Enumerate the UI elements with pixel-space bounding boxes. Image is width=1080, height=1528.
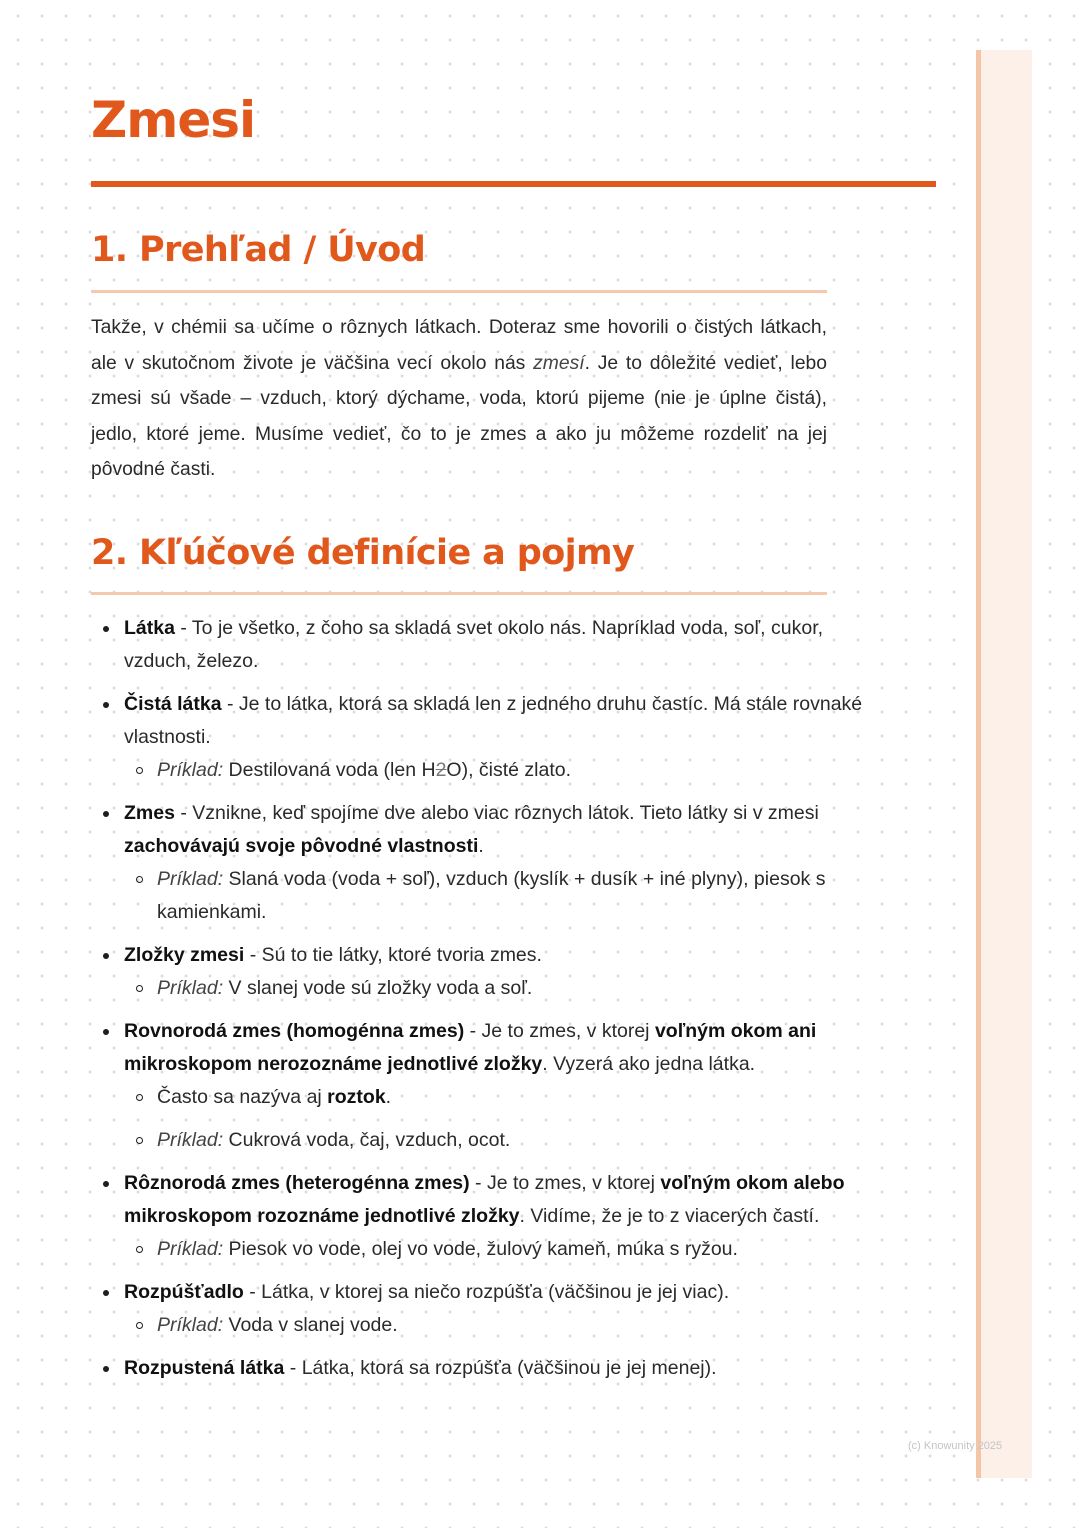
def-rozpustena-text: - Látka, ktorá sa rozpúšťa (väčšinou je jej menej). <box>284 1357 717 1379</box>
section-2-heading: 2. Kľúčové definície a pojmy <box>91 533 635 573</box>
roznoroda-example <box>157 1233 864 1266</box>
cista-example-subscript: 2 <box>435 759 447 781</box>
rovnoroda-note-a: Často sa nazýva aj <box>157 1086 328 1108</box>
rozpustadlo-example <box>157 1309 864 1342</box>
def-roznoroda-end: . Vidíme, že je to z viacerých častí. <box>519 1205 820 1227</box>
def-cista-latka <box>124 688 864 787</box>
margin-strip <box>976 50 1032 1478</box>
def-rovnoroda-bold: voľným okom ani mikroskopom nerozoznáme jednotlivé zložky <box>124 1020 817 1075</box>
zlozky-example-text: V slanej vode sú zložky voda a soľ. <box>223 977 533 999</box>
example-label: Príklad: <box>157 1238 224 1260</box>
term-rovnoroda-zmes: Rovnorodá zmes (homogénna zmes) <box>124 1020 465 1042</box>
def-rozpustena-latka <box>124 1352 864 1385</box>
def-roznoroda-text: - Je to zmes, v ktorej <box>469 1172 661 1194</box>
rozpustadlo-example-text: Voda v slanej vode. <box>223 1314 398 1336</box>
term-cista-latka: Čistá látka <box>124 693 222 715</box>
intro-text-a: Takže, v chémii sa učíme o rôznych látkach. Doteraz sme hovorili o čistých látkach, ale v skutočnom živote je väčšina vecí okolo nás <box>91 317 827 374</box>
def-latka <box>124 612 864 678</box>
cista-sublist <box>124 754 864 787</box>
intro-paragraph <box>91 310 827 488</box>
def-cista-text: - Je to látka, ktorá sa skladá len z jedného druhu častíc. Má stále rovnaké vlastnosti. <box>124 693 863 748</box>
def-zlozky-text: - Sú to tie látky, ktoré tvoria zmes. <box>244 944 542 966</box>
rozpustadlo-sublist <box>124 1309 864 1342</box>
example-label: Príklad: <box>157 1314 224 1336</box>
def-rozpustadlo <box>124 1276 864 1342</box>
rovnoroda-example-text: Cukrová voda, čaj, vzduch, ocot. <box>223 1129 511 1151</box>
rovnoroda-note <box>157 1081 864 1114</box>
section-1-heading: 1. Prehľad / Úvod <box>91 230 426 270</box>
def-rovnoroda-end: . Vyzerá ako jedna látka. <box>542 1053 756 1075</box>
example-label: Príklad: <box>157 868 224 890</box>
rovnoroda-note-bold: roztok <box>327 1086 386 1108</box>
rovnoroda-sublist <box>124 1081 864 1157</box>
zlozky-sublist <box>124 972 864 1005</box>
cista-example-b: O), čisté zlato. <box>446 759 572 781</box>
example-label: Príklad: <box>157 1129 224 1151</box>
section-1-underline <box>91 290 827 293</box>
def-zmes-text: - Vznikne, keď spojíme dve alebo viac rôznych látok. Tieto látky si v zmesi <box>174 802 819 824</box>
intro-emphasis: zmesí <box>533 352 585 374</box>
example-label: Príklad: <box>157 977 224 999</box>
term-latka: Látka <box>124 617 175 639</box>
roznoroda-example-text: Piesok vo vode, olej vo vode, žulový kameň, múka s ryžou. <box>223 1238 738 1260</box>
page-title: Zmesi <box>91 91 256 149</box>
intro-text-b: . Je to dôležité vedieť, lebo zmesi sú všade – vzduch, ktorý dýchame, voda, ktorú pijeme (nie je úplne čistá), jedlo, ktoré jeme. Musíme vedieť, čo to je zmes a ako ju môžeme rozdeliť na jej pôvodné časti. <box>91 352 827 480</box>
def-roznoroda-zmes <box>124 1167 864 1266</box>
section-2-underline <box>91 592 827 595</box>
term-roznoroda-zmes: Rôznorodá zmes (heterogénna zmes) <box>124 1172 470 1194</box>
cista-example-a: Destilovaná voda (len H <box>223 759 436 781</box>
def-zmes-bold: zachovávajú svoje pôvodné vlastnosti <box>124 835 479 857</box>
def-roznoroda-bold: voľným okom alebo mikroskopom rozoznáme jednotlivé zložky <box>124 1172 845 1227</box>
example-label: Príklad: <box>157 759 224 781</box>
term-zlozky-zmesi: Zložky zmesi <box>124 944 245 966</box>
rovnoroda-note-end: . <box>385 1086 392 1108</box>
zmes-example-text: Slaná voda (voda + soľ), vzduch (kyslík + dusík + iné plyny), piesok s kamienkami. <box>157 868 826 923</box>
def-rovnoroda-text: - Je to zmes, v ktorej <box>464 1020 655 1042</box>
def-zmes <box>124 797 864 929</box>
def-zlozky-zmesi <box>124 939 864 1005</box>
zmes-example <box>157 863 864 929</box>
def-zmes-end: . <box>478 835 484 857</box>
title-underline <box>91 181 936 187</box>
copyright-footer: (c) Knowunity 2025 <box>908 1440 1003 1452</box>
roznoroda-sublist <box>124 1233 864 1266</box>
zlozky-example <box>157 972 864 1005</box>
cista-example <box>157 754 864 787</box>
term-rozpustadlo: Rozpúšťadlo <box>124 1281 244 1303</box>
zmes-sublist <box>124 863 864 929</box>
rovnoroda-example <box>157 1124 864 1157</box>
term-zmes: Zmes <box>124 802 175 824</box>
definitions-list <box>91 612 864 1395</box>
def-rozpustadlo-text: - Látka, v ktorej sa niečo rozpúšťa (väčšinou je jej viac). <box>243 1281 730 1303</box>
def-rovnoroda-zmes <box>124 1015 864 1157</box>
term-rozpustena-latka: Rozpustená látka <box>124 1357 285 1379</box>
def-latka-text: - To je všetko, z čoho sa skladá svet okolo nás. Napríklad voda, soľ, cukor, vzduch, železo. <box>124 617 824 672</box>
